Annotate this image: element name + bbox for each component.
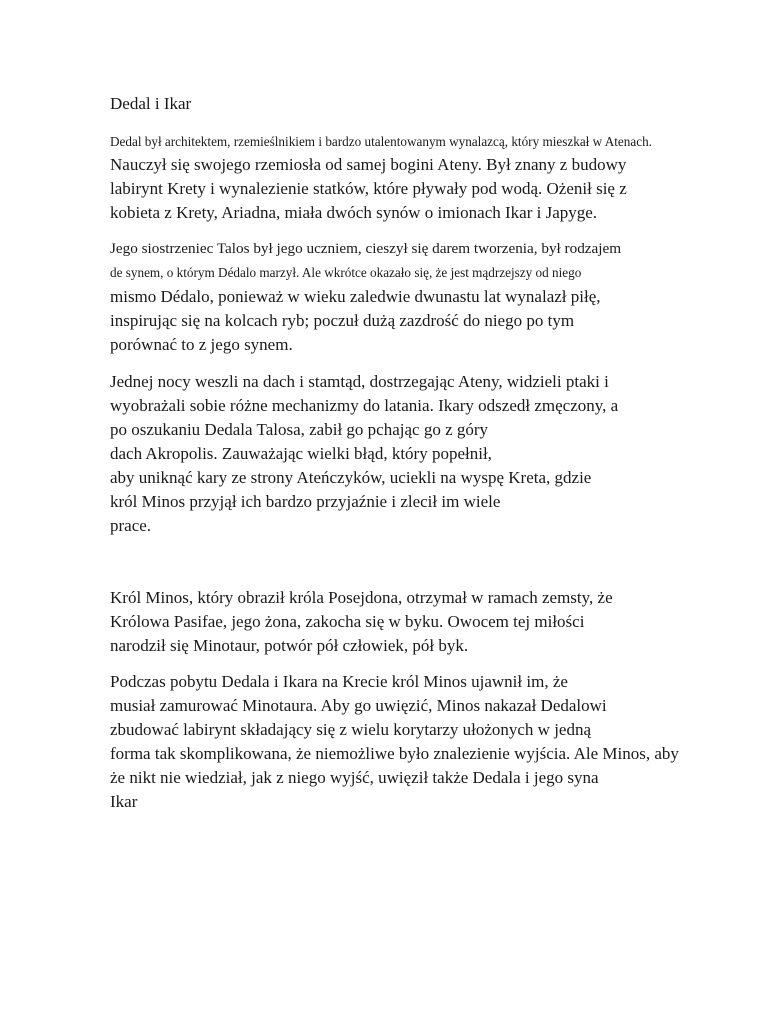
paragraph-4 (110, 586, 613, 658)
text-line: aby uniknąć kary ze strony Ateńczyków, uciekli na wyspę Kreta, gdzie (110, 468, 592, 487)
text-line: Podczas pobytu Dedala i Ikara na Krecie król Minos ujawnił im, że (110, 672, 568, 691)
text-line: że nikt nie wiedział, jak z niego wyjść, uwięził także Dedala i jego syna (110, 768, 599, 787)
text-line: porównać to z jego synem. (110, 335, 293, 354)
text-line: król Minos przyjął ich bardzo przyjaźnie i zlecił im wiele (110, 492, 501, 511)
text-line: narodził się Minotaur, potwór pół człowiek, pół byk. (110, 636, 469, 655)
text-line: Jego siostrzeniec Talos był jego uczniem, cieszył się darem tworzenia, był rodzajem (110, 240, 622, 257)
text-line: Nauczył się swojego rzemiosła od samej bogini Ateny. Był znany z budowy (110, 155, 627, 174)
text-line: Król Minos, który obraził króla Posejdona, otrzymał w ramach zemsty, że (110, 588, 613, 607)
text-line: forma tak skomplikowana, że niemożliwe było znalezienie wyjścia. Ale Minos, aby (110, 744, 679, 763)
text-line: prace. (110, 516, 152, 535)
text-line: Jednej nocy weszli na dach i stamtąd, dostrzegając Ateny, widzieli ptaki i (110, 372, 609, 391)
text-line: inspirując się na kolcach ryb; poczuł dużą zazdrość do niego po tym (110, 311, 575, 330)
text-line: po oszukaniu Dedala Talosa, zabił go pchając go z góry (110, 420, 489, 439)
paragraph-3 (110, 370, 618, 538)
text-line: Dedal był architektem, rzemieślnikiem i bardzo utalentowanym wynalazcą, który mieszkał w Atenach. (110, 134, 652, 149)
text-line: musiał zamurować Minotaura. Aby go uwięzić, Minos nakazał Dedalowi (110, 696, 607, 715)
paragraph-2 (110, 237, 621, 357)
text-line: dach Akropolis. Zauważając wielki błąd, który popełnił, (110, 444, 492, 463)
text-line: mismo Dédalo, ponieważ w wieku zaledwie dwunastu lat wynalazł piłę, (110, 287, 601, 306)
paragraph-1 (110, 131, 652, 225)
text-line: Królowa Pasifae, jego żona, zakocha się w byku. Owocem tej miłości (110, 612, 585, 631)
text-line: wyobrażali sobie różne mechanizmy do latania. Ikary odszedł zmęczony, a (110, 396, 619, 415)
paragraph-5 (110, 670, 679, 814)
text-line: kobieta z Krety, Ariadna, miała dwóch synów o imionach Ikar i Japyge. (110, 203, 598, 222)
text-line: de synem, o którym Dédalo marzył. Ale wkrótce okazało się, że jest mądrzejszy od niego (110, 265, 582, 280)
text-line: zbudować labirynt składający się z wielu korytarzy ułożonych w jedną (110, 720, 592, 739)
document-title: Dedal i Ikar (110, 94, 192, 113)
text-line: Ikar (110, 792, 138, 811)
text-line: labirynt Krety i wynalezienie statków, które pływały pod wodą. Ożenił się z (110, 179, 627, 198)
